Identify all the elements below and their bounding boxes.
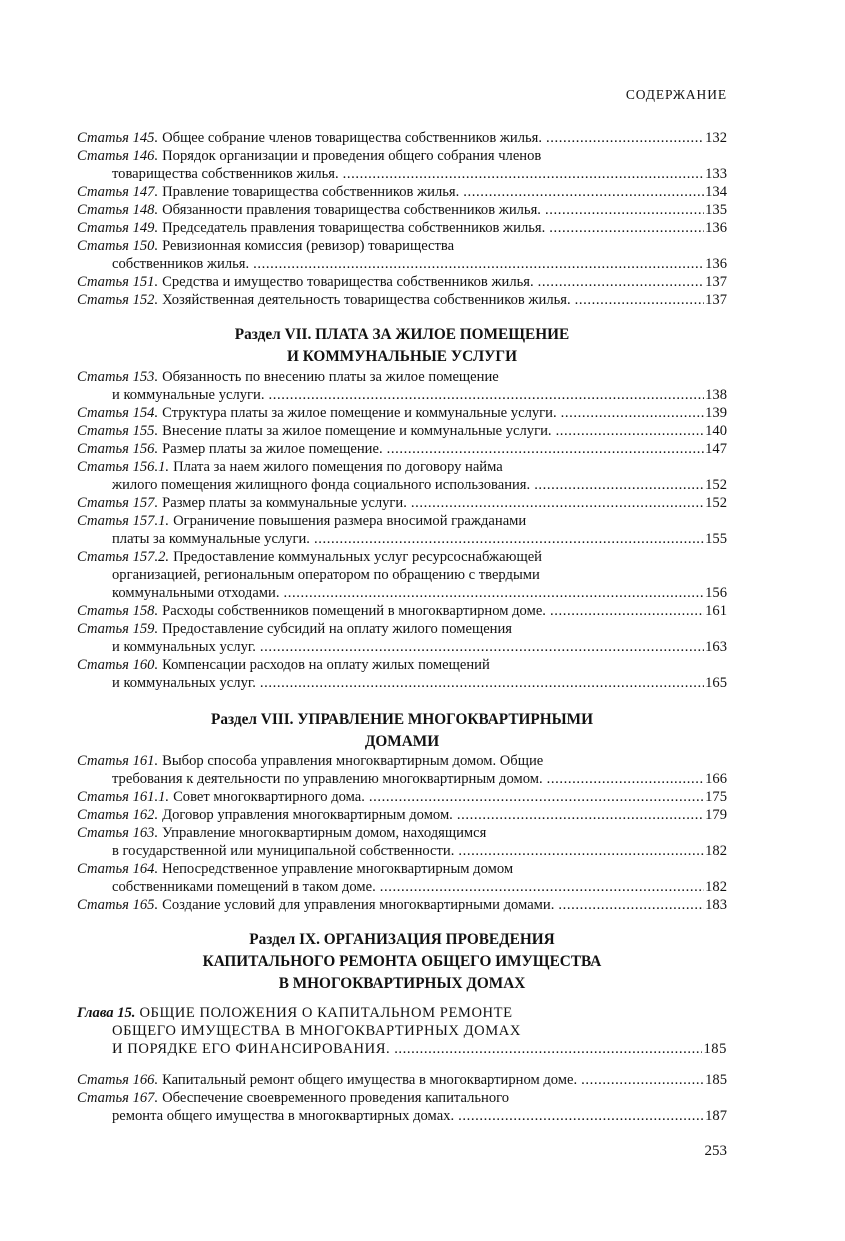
toc-entry <box>77 620 727 656</box>
section-heading-viii <box>77 709 727 753</box>
toc-entry <box>77 201 727 219</box>
toc-entry-line <box>77 512 727 530</box>
dot-leader <box>558 896 704 914</box>
toc-block-articles-153-160 <box>77 368 727 692</box>
entry-page-number: 187 <box>705 1108 727 1124</box>
entry-title: требования к деятельности по управлению многоквартирным домом. <box>112 771 543 787</box>
section-heading-line: КАПИТАЛЬНОГО РЕМОНТА ОБЩЕГО ИМУЩЕСТВА <box>202 953 602 970</box>
dot-leader <box>284 584 705 602</box>
entry-label: Статья 160. <box>77 657 159 673</box>
entry-page-number: 136 <box>705 256 727 272</box>
entry-title: в государственной или муниципальной собственности. <box>112 843 455 859</box>
toc-entry <box>77 806 727 824</box>
entry-label: Статья 145. <box>77 130 159 146</box>
toc-entry-line <box>77 548 727 566</box>
dot-leader <box>547 770 705 788</box>
entry-title: организацией, региональным оператором по обращению с твердыми <box>112 567 540 583</box>
toc-entry <box>77 896 727 914</box>
dot-leader <box>253 255 704 273</box>
dot-leader <box>369 788 704 806</box>
toc-entry-line <box>77 896 727 914</box>
entry-title: Выбор способа управления многоквартирным домом. Общие <box>162 753 544 769</box>
entry-title: Договор управления многоквартирным домом. <box>162 807 453 823</box>
toc-entry <box>77 602 727 620</box>
toc-entry-line <box>77 1004 727 1022</box>
entry-page-number: 152 <box>705 477 727 493</box>
toc-entry <box>77 824 727 860</box>
toc-entry-line <box>77 237 727 255</box>
dot-leader <box>561 404 705 422</box>
section-heading-vii <box>77 324 727 368</box>
toc-entry-line <box>77 129 727 147</box>
entry-label: Статья 155. <box>77 423 159 439</box>
toc-entry-line <box>77 255 727 273</box>
entry-title: Ограничение повышения размера вносимой гражданами <box>173 513 527 529</box>
entry-page-number: 138 <box>705 387 727 403</box>
dot-leader <box>538 273 704 291</box>
toc-entry <box>77 458 727 494</box>
toc-entry <box>77 548 727 602</box>
toc-entry <box>77 788 727 806</box>
entry-title: Общее собрание членов товарищества собственников жилья. <box>162 130 543 146</box>
toc-entry-line <box>77 752 727 770</box>
entry-page-number: 182 <box>705 879 727 895</box>
chapter-15-heading <box>77 1004 727 1058</box>
entry-title: Ревизионная комиссия (ревизор) товарищества <box>162 238 455 254</box>
entry-title: и коммунальных услуг. <box>112 639 256 655</box>
toc-entry-line <box>77 494 727 512</box>
dot-leader <box>457 806 704 824</box>
entry-title: Предоставление коммунальных услуг ресурсоснабжающей <box>173 549 542 565</box>
entry-label: Статья 148. <box>77 202 159 218</box>
entry-label: Статья 167. <box>77 1090 159 1106</box>
entry-page-number: 161 <box>705 603 727 619</box>
section-heading-line: ДОМАМИ <box>364 733 440 750</box>
dot-leader <box>458 842 704 860</box>
entry-label: Статья 161.1. <box>77 789 170 805</box>
entry-title: Обязанности правления товарищества собственников жилья. <box>162 202 541 218</box>
toc-entry <box>77 860 727 896</box>
entry-page-number: 137 <box>705 274 727 290</box>
toc-entry-line <box>77 674 727 692</box>
entry-page-number: 135 <box>705 202 727 218</box>
entry-label: Статья 157.2. <box>77 549 170 565</box>
entry-title: Обеспечение своевременного проведения капитального <box>162 1090 510 1106</box>
toc-entry-line <box>77 566 727 584</box>
entry-title: И ПОРЯДКЕ ЕГО ФИНАНСИРОВАНИЯ. <box>112 1041 391 1057</box>
toc-entry-line <box>77 476 727 494</box>
toc-entry-line <box>77 165 727 183</box>
entry-label: Статья 151. <box>77 274 159 290</box>
section-heading-line: Раздел VIII. УПРАВЛЕНИЕ МНОГОКВАРТИРНЫМИ <box>210 711 594 728</box>
entry-title: Правление товарищества собственников жилья. <box>162 184 460 200</box>
toc-entry-line <box>77 788 727 806</box>
dot-leader <box>314 530 704 548</box>
dot-leader <box>387 440 704 458</box>
toc-entry-line <box>77 183 727 201</box>
dot-leader <box>581 1071 704 1089</box>
entry-title: жилого помещения жилищного фонда социального использования. <box>112 477 531 493</box>
section-heading-line: Раздел VII. ПЛАТА ЗА ЖИЛОЕ ПОМЕЩЕНИЕ <box>234 326 570 343</box>
entry-page-number: 137 <box>705 292 727 308</box>
entry-label: Статья 163. <box>77 825 159 841</box>
entry-title: Управление многоквартирным домом, находящимся <box>162 825 487 841</box>
dot-leader <box>534 476 704 494</box>
toc-entry-line <box>77 147 727 165</box>
entry-label: Статья 166. <box>77 1072 159 1088</box>
entry-page-number: 163 <box>705 639 727 655</box>
entry-page-number: 156 <box>705 585 727 601</box>
entry-title: Расходы собственников помещений в многоквартирном доме. <box>162 603 546 619</box>
dot-leader <box>458 1107 704 1125</box>
entry-page-number: 155 <box>705 531 727 547</box>
entry-title: Компенсации расходов на оплату жилых помещений <box>162 657 490 673</box>
entry-title: Предоставление субсидий на оплату жилого помещения <box>162 621 513 637</box>
dot-leader <box>380 878 704 896</box>
toc-entry <box>77 656 727 692</box>
entry-title: Хозяйственная деятельность товарищества собственников жилья. <box>162 292 571 308</box>
dot-leader <box>411 494 704 512</box>
toc-block-articles-161-165 <box>77 752 727 914</box>
toc-entry-line <box>77 878 727 896</box>
toc-entry <box>77 440 727 458</box>
toc-entry-line <box>77 440 727 458</box>
page-number: 253 <box>704 1143 727 1159</box>
entry-label: Статья 156. <box>77 441 159 457</box>
entry-page-number: 140 <box>705 423 727 439</box>
toc-block-articles-145-152 <box>77 129 727 309</box>
toc-entry-line <box>77 273 727 291</box>
entry-title: Плата за наем жилого помещения по договору найма <box>173 459 503 475</box>
toc-entry-line <box>77 386 727 404</box>
toc-entry <box>77 183 727 201</box>
dot-leader <box>463 183 704 201</box>
toc-entry-line <box>77 1107 727 1125</box>
entry-title: Совет многоквартирного дома. <box>173 789 365 805</box>
toc-entry <box>77 237 727 273</box>
toc-entry <box>77 291 727 309</box>
entry-label: Статья 162. <box>77 807 159 823</box>
entry-page-number: 185 <box>705 1072 727 1088</box>
toc-entry-line <box>77 656 727 674</box>
entry-title: Председатель правления товарищества собственников жилья. <box>162 220 546 236</box>
toc-entry-line <box>77 291 727 309</box>
dot-leader <box>546 129 704 147</box>
toc-entry <box>77 752 727 788</box>
entry-title: Обязанность по внесению платы за жилое помещение <box>162 369 499 385</box>
entry-title: ремонта общего имущества в многоквартирных домах. <box>112 1108 455 1124</box>
dot-leader <box>394 1040 702 1058</box>
toc-entry-line <box>77 368 727 386</box>
dot-leader <box>260 674 704 692</box>
entry-label: Статья 158. <box>77 603 159 619</box>
dot-leader <box>575 291 704 309</box>
toc-entry-line <box>77 602 727 620</box>
toc-entry-line <box>77 842 727 860</box>
entry-title: товарищества собственников жилья. <box>112 166 339 182</box>
entry-title: и коммунальные услуги. <box>112 387 265 403</box>
dot-leader <box>343 165 704 183</box>
toc-entry-line <box>77 824 727 842</box>
entry-title: Создание условий для управления многоквартирными домами. <box>162 897 555 913</box>
running-head: СОДЕРЖАНИЕ <box>625 87 727 102</box>
toc-block-articles-166-167 <box>77 1071 727 1125</box>
entry-label: Статья 146. <box>77 148 159 164</box>
entry-label: Статья 156.1. <box>77 459 170 475</box>
toc-entry-line <box>77 806 727 824</box>
entry-title: Размер платы за коммунальные услуги. <box>162 495 407 511</box>
entry-label: Статья 153. <box>77 369 159 385</box>
toc-entry-line <box>77 458 727 476</box>
toc-entry-line <box>77 860 727 878</box>
entry-page-number: 133 <box>705 166 727 182</box>
toc-entry <box>77 129 727 147</box>
entry-label: Статья 149. <box>77 220 159 236</box>
entry-title: собственников жилья. <box>112 256 250 272</box>
entry-title: ОБЩИЕ ПОЛОЖЕНИЯ О КАПИТАЛЬНОМ РЕМОНТЕ <box>139 1005 513 1021</box>
entry-title: Средства и имущество товарищества собственников жилья. <box>162 274 534 290</box>
toc-entry <box>77 494 727 512</box>
toc-entry-line <box>77 620 727 638</box>
section-heading-line: В МНОГОКВАРТИРНЫХ ДОМАХ <box>278 975 526 992</box>
dot-leader <box>545 201 704 219</box>
toc-entry-line <box>77 422 727 440</box>
entry-title: Размер платы за жилое помещение. <box>162 441 383 457</box>
toc-entry <box>77 1071 727 1089</box>
toc-entry <box>77 422 727 440</box>
entry-label: Статья 161. <box>77 753 159 769</box>
toc-entry-line <box>77 770 727 788</box>
entry-page-number: 182 <box>705 843 727 859</box>
toc-entry <box>77 1004 727 1058</box>
toc-entry-line <box>77 1040 727 1058</box>
entry-title: и коммунальных услуг. <box>112 675 256 691</box>
entry-label: Статья 152. <box>77 292 159 308</box>
entry-title: Внесение платы за жилое помещение и коммунальные услуги. <box>162 423 552 439</box>
dot-leader <box>269 386 705 404</box>
entry-label: Статья 157.1. <box>77 513 170 529</box>
toc-entry <box>77 368 727 404</box>
dot-leader <box>556 422 705 440</box>
entry-page-number: 147 <box>705 441 727 457</box>
entry-title: Структура платы за жилое помещение и коммунальные услуги. <box>162 405 557 421</box>
entry-page-number: 134 <box>705 184 727 200</box>
entry-page-number: 166 <box>705 771 727 787</box>
entry-page-number: 132 <box>705 130 727 146</box>
entry-page-number: 175 <box>705 789 727 805</box>
entry-label: Глава 15. <box>77 1005 136 1021</box>
toc-entry <box>77 512 727 548</box>
entry-page-number: 165 <box>705 675 727 691</box>
toc-entry-line <box>77 1022 727 1040</box>
entry-page-number: 183 <box>705 897 727 913</box>
entry-page-number: 185 <box>703 1041 727 1057</box>
entry-label: Статья 165. <box>77 897 159 913</box>
toc-entry-line <box>77 584 727 602</box>
dot-leader <box>550 602 704 620</box>
section-heading-ix <box>77 929 727 995</box>
toc-entry <box>77 273 727 291</box>
entry-page-number: 136 <box>705 220 727 236</box>
toc-entry-line <box>77 638 727 656</box>
dot-leader <box>549 219 704 237</box>
entry-label: Статья 164. <box>77 861 159 877</box>
entry-label: Статья 154. <box>77 405 159 421</box>
toc-entry <box>77 219 727 237</box>
toc-entry <box>77 1089 727 1125</box>
toc-entry-line <box>77 219 727 237</box>
dot-leader <box>260 638 704 656</box>
entry-label: Статья 147. <box>77 184 159 200</box>
entry-title: ОБЩЕГО ИМУЩЕСТВА В МНОГОКВАРТИРНЫХ ДОМАХ <box>112 1023 521 1039</box>
toc-entry-line <box>77 404 727 422</box>
entry-page-number: 139 <box>705 405 727 421</box>
entry-title: Капитальный ремонт общего имущества в многоквартирном доме. <box>162 1072 578 1088</box>
section-heading-line: И КОММУНАЛЬНЫЕ УСЛУГИ <box>287 348 517 365</box>
entry-title: Порядок организации и проведения общего собрания членов <box>162 148 542 164</box>
entry-label: Статья 159. <box>77 621 159 637</box>
entry-page-number: 152 <box>705 495 727 511</box>
toc-entry-line <box>77 1089 727 1107</box>
section-heading-line: Раздел IX. ОРГАНИЗАЦИЯ ПРОВЕДЕНИЯ <box>249 931 555 948</box>
entry-title: собственниками помещений в таком доме. <box>112 879 376 895</box>
toc-entry-line <box>77 201 727 219</box>
toc-entry <box>77 147 727 183</box>
toc-entry-line <box>77 1071 727 1089</box>
toc-entry <box>77 404 727 422</box>
entry-title: Непосредственное управление многоквартирным домом <box>162 861 514 877</box>
entry-label: Статья 157. <box>77 495 159 511</box>
entry-title: коммунальными отходами. <box>112 585 280 601</box>
toc-entry-line <box>77 530 727 548</box>
entry-title: платы за коммунальные услуги. <box>112 531 310 547</box>
entry-page-number: 179 <box>705 807 727 823</box>
entry-label: Статья 150. <box>77 238 159 254</box>
